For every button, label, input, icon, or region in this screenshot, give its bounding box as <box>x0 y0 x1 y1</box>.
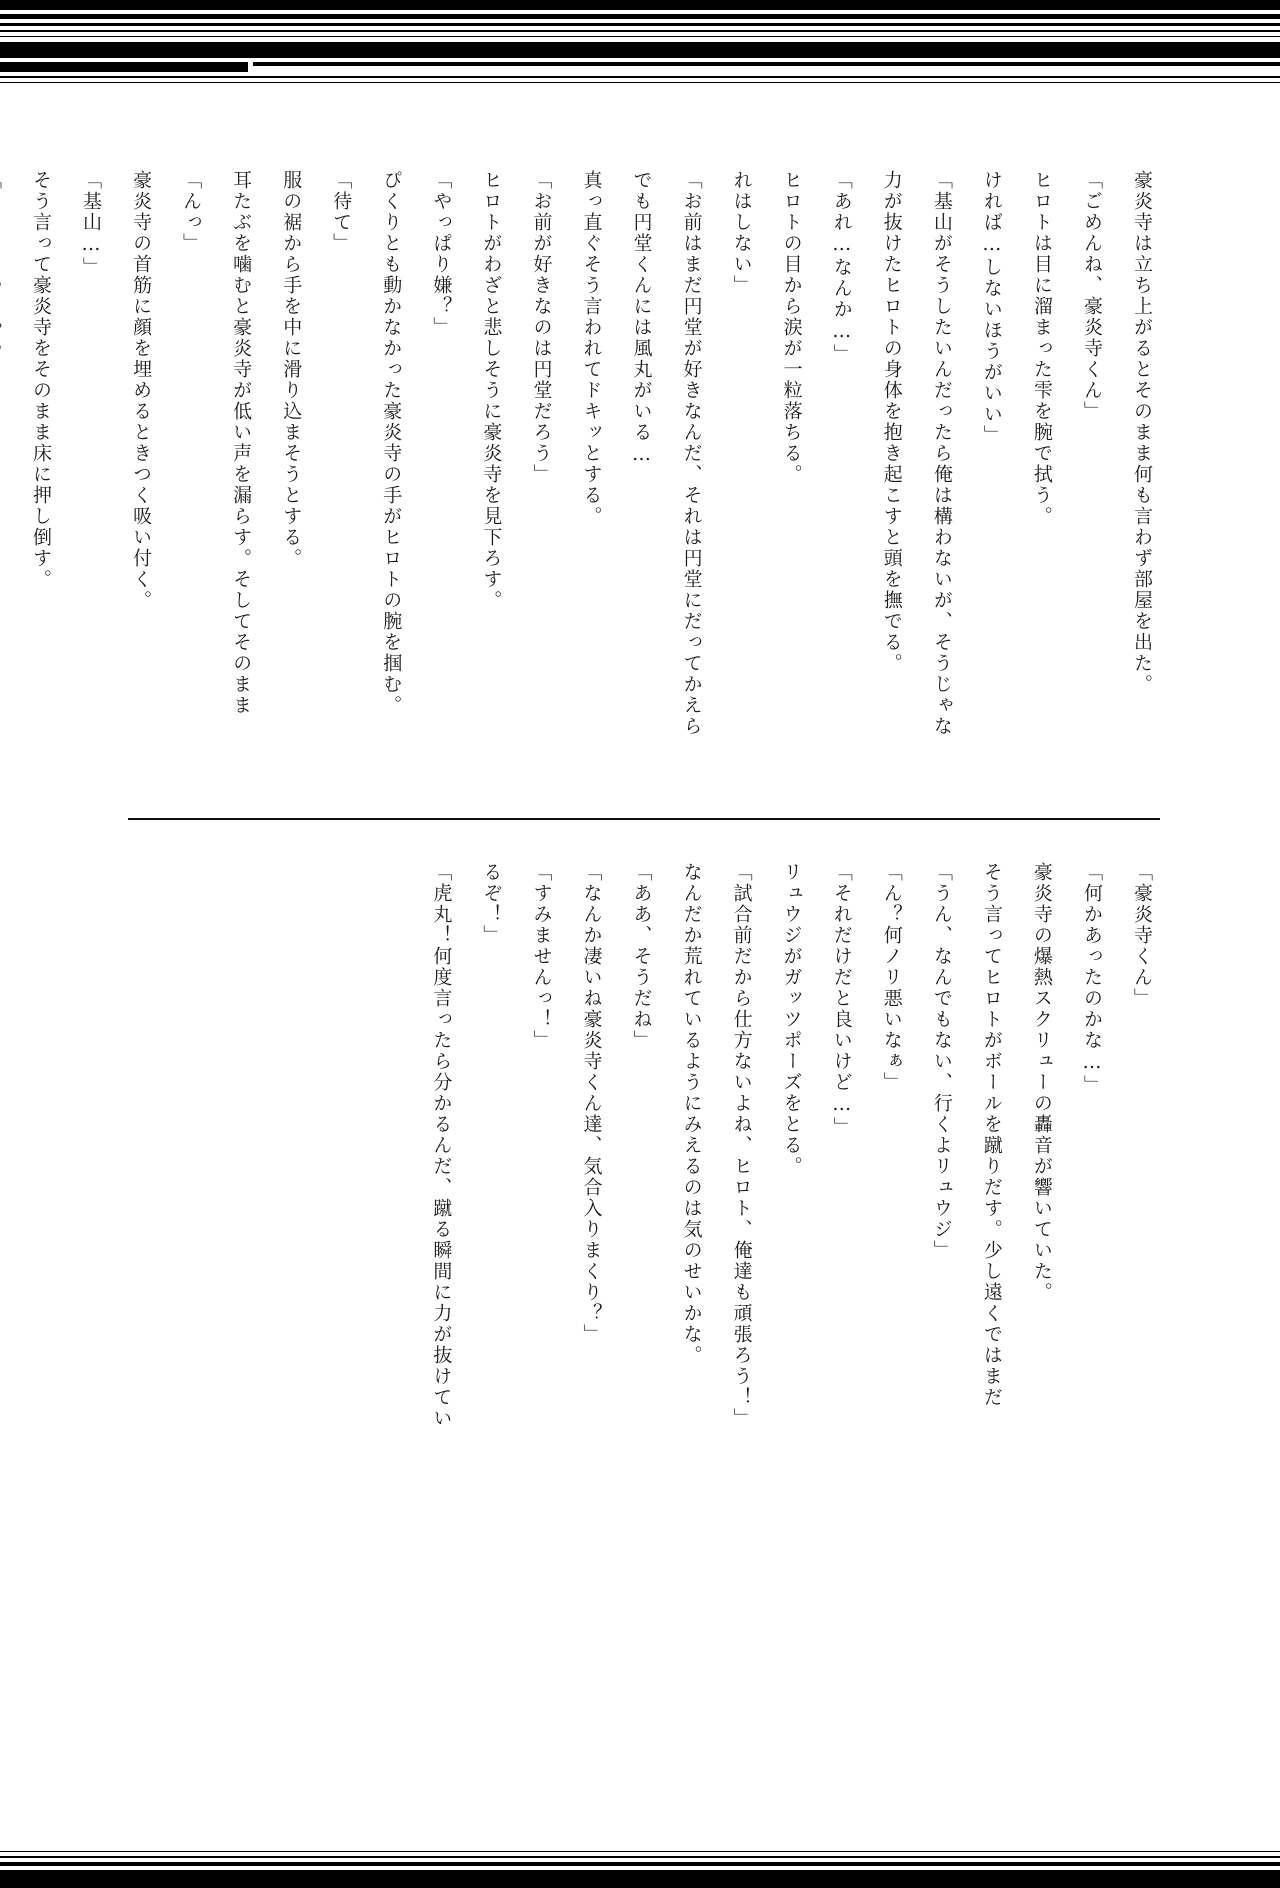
body-text-line: 力が抜けたヒロトの身体を抱き起こすと頭を撫でる。 <box>880 170 903 674</box>
body-text-line: 「基山がそうしたいんだったら俺は構わないが、そうじゃな <box>930 170 953 737</box>
body-text-line: ヒロトの目から涙が一粒落ちる。 <box>780 170 803 485</box>
decor-gap <box>0 58 1280 62</box>
section-divider <box>128 818 1160 820</box>
decor-bar <box>0 14 1280 19</box>
body-text-line: 真っ直ぐそう言われてドキッとする。 <box>580 170 603 527</box>
decor-bar <box>0 30 1280 32</box>
body-text-line: 耳たぶを噛むと豪炎寺が低い声を漏らす。そしてそのまま <box>230 170 253 716</box>
body-text-line: でも円堂くんには風丸がいる… <box>630 170 653 467</box>
decor-bar <box>0 1862 1280 1866</box>
decor-bar <box>0 62 248 72</box>
body-text-line: 「やっぱり嫌？」 <box>430 170 453 338</box>
body-text-line: 豪炎寺は立ち上がるとそのまま何も言わず部屋を出た。 <box>1131 170 1153 695</box>
body-text-line: 「ああ、そうだね」 <box>630 862 653 1051</box>
body-text-line: 「お前はまだ円堂が好きなんだ、それは円堂にだってかえら <box>680 170 703 737</box>
body-text-line: 「すみませんっ！」 <box>530 862 553 1051</box>
body-text-line: リュウジがガッツポーズをとる。 <box>780 862 803 1177</box>
body-text-line: 「何かあったのかな…」 <box>1080 862 1103 1096</box>
decor-bar <box>0 42 1280 58</box>
body-text-line: そう言ってヒロトがボールを蹴りだす。少し遠くではまだ <box>980 862 1003 1408</box>
body-text-line: ければ…しないほうがいい」 <box>980 170 1003 446</box>
body-text-line: 「ごめんね、豪炎寺くん」 <box>1080 170 1103 422</box>
decor-bar <box>0 76 1280 78</box>
body-text-line: 「んっ」 <box>180 170 203 254</box>
body-text-line: そう言って豪炎寺をそのまま床に押し倒す。 <box>29 170 52 590</box>
decor-bar <box>0 23 1280 26</box>
body-text-line: 豪炎寺の爆熱スクリューの轟音が響いていた。 <box>1030 862 1053 1303</box>
decor-bar <box>0 0 1280 10</box>
decor-bar <box>0 1870 1280 1888</box>
body-text-line: れはしない」 <box>730 170 753 296</box>
decor-gap <box>248 62 253 72</box>
bottom-decoration <box>0 1828 1280 1888</box>
body-text-line: 「それだけだと良いけど…」 <box>830 862 853 1138</box>
decor-bar <box>0 1851 1280 1852</box>
body-text-line <box>0 170 9 820</box>
body-text-line: 「待て」 <box>330 170 353 254</box>
decor-bar <box>0 82 1280 83</box>
body-text-line: なんだか荒れているようにみえるのは気のせいかな。 <box>680 862 703 1366</box>
body-text-line: 「うん、なんでもない、行くよリュウジ」 <box>930 862 953 1261</box>
body-text-line: 「豪炎寺くん」 <box>1131 862 1153 1009</box>
body-text-line: 「お前が好きなのは円堂だろう」 <box>530 170 553 485</box>
body-text-line: るぞ！」 <box>480 862 503 946</box>
decor-bar <box>0 1856 1280 1858</box>
decor-bar <box>0 36 1280 37</box>
lower-text-block <box>409 862 1160 1462</box>
body-text-line: 服の裾から手を中に滑り込まそうとする。 <box>280 170 303 569</box>
body-text-line: 「基山…」 <box>80 170 103 278</box>
body-text-line: 「虎丸！何度言ったら分かるんだ、蹴る瞬間に力が抜けてい <box>430 862 453 1429</box>
body-text-line: ヒロトは目に溜まった雫を腕で拭う。 <box>1030 170 1053 527</box>
body-text-line: 「ん？何ノリ悪いなぁ」 <box>880 862 903 1093</box>
decor-gap <box>0 72 1280 76</box>
body-text-line: 「試合前だから仕方ないよね、ヒロト、俺達も頑張ろう！」 <box>730 862 753 1429</box>
upper-text-block <box>0 170 1160 820</box>
body-text-line: 「なんか凄いね豪炎寺くん達、気合入りまくり？」 <box>580 862 603 1345</box>
decor-bar <box>253 62 1280 66</box>
body-text-line: ヒロトがわざと悲しそうに豪炎寺を見下ろす。 <box>480 170 503 611</box>
body-text-line: 豪炎寺の首筋に顔を埋めるときつく吸い付く。 <box>130 170 153 611</box>
body-text-line: ぴくりとも動かなかった豪炎寺の手がヒロトの腕を掴む。 <box>380 170 403 716</box>
body-text-line: 「あれ…なんか…」 <box>830 170 853 365</box>
top-decoration <box>0 0 1280 96</box>
